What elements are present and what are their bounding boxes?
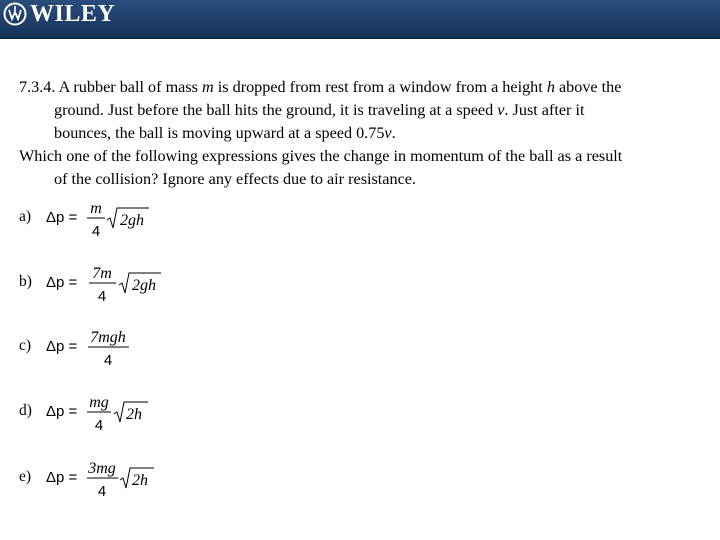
formula-c: [46, 322, 206, 370]
header-bar: [0, 0, 720, 39]
formula-denominator: 4: [97, 483, 107, 500]
formula-lhs: Δp =: [46, 469, 78, 486]
question-stem: [19, 76, 699, 145]
question-number: 7.3.4.: [19, 78, 56, 96]
formula-numerator: 7m: [92, 265, 112, 282]
option-label: c): [19, 337, 32, 354]
option-label: a): [19, 208, 32, 225]
question-text: [19, 76, 699, 191]
formula-radicand: 2h: [126, 406, 142, 423]
formula-radicand: 2gh: [132, 277, 156, 294]
formula-b: [46, 258, 206, 306]
formula-lhs: Δp =: [46, 403, 78, 420]
option-c[interactable]: [19, 322, 206, 370]
formula-numerator: mg: [89, 394, 109, 411]
option-a[interactable]: [19, 193, 206, 241]
option-label: e): [19, 468, 32, 485]
formula-radicand: 2gh: [120, 212, 144, 229]
wiley-seal-icon: [3, 2, 27, 26]
formula-numerator: 3mg: [88, 460, 116, 477]
wiley-logo: [3, 1, 115, 27]
logo-text: WILEY: [30, 1, 116, 27]
option-label: d): [19, 402, 32, 419]
formula-a: [46, 193, 206, 241]
formula-radicand: 2h: [132, 472, 148, 489]
stem-line-3: bounces, the ball is moving upward at a speed 0.75v.: [54, 124, 396, 142]
formula-lhs: Δp =: [46, 274, 78, 291]
formula-numerator: 7mgh: [90, 329, 126, 346]
option-b[interactable]: [19, 258, 206, 306]
option-d[interactable]: [19, 387, 206, 435]
ask-line-2: of the collision? Ignore any effects due to air resistance.: [54, 170, 416, 188]
formula-e: [46, 453, 206, 501]
formula-denominator: 4: [103, 352, 113, 369]
formula-denominator: 4: [94, 417, 104, 434]
question-ask: [19, 145, 699, 191]
formula-denominator: 4: [97, 288, 107, 305]
stem-line-1: 7.3.4. A rubber ball of mass m is dropped from rest from a window from a height h above the: [19, 78, 622, 96]
formula-lhs: Δp =: [46, 209, 78, 226]
formula-lhs: Δp =: [46, 338, 78, 355]
option-e[interactable]: [19, 453, 206, 501]
ask-line-1: Which one of the following expressions gives the change in momentum of the ball as a result: [19, 147, 623, 165]
stem-line-2: ground. Just before the ball hits the ground, it is traveling at a speed v. Just after it: [54, 101, 585, 119]
formula-numerator: m: [90, 200, 102, 217]
formula-d: [46, 387, 206, 435]
formula-denominator: 4: [91, 223, 101, 240]
option-label: b): [19, 273, 32, 290]
